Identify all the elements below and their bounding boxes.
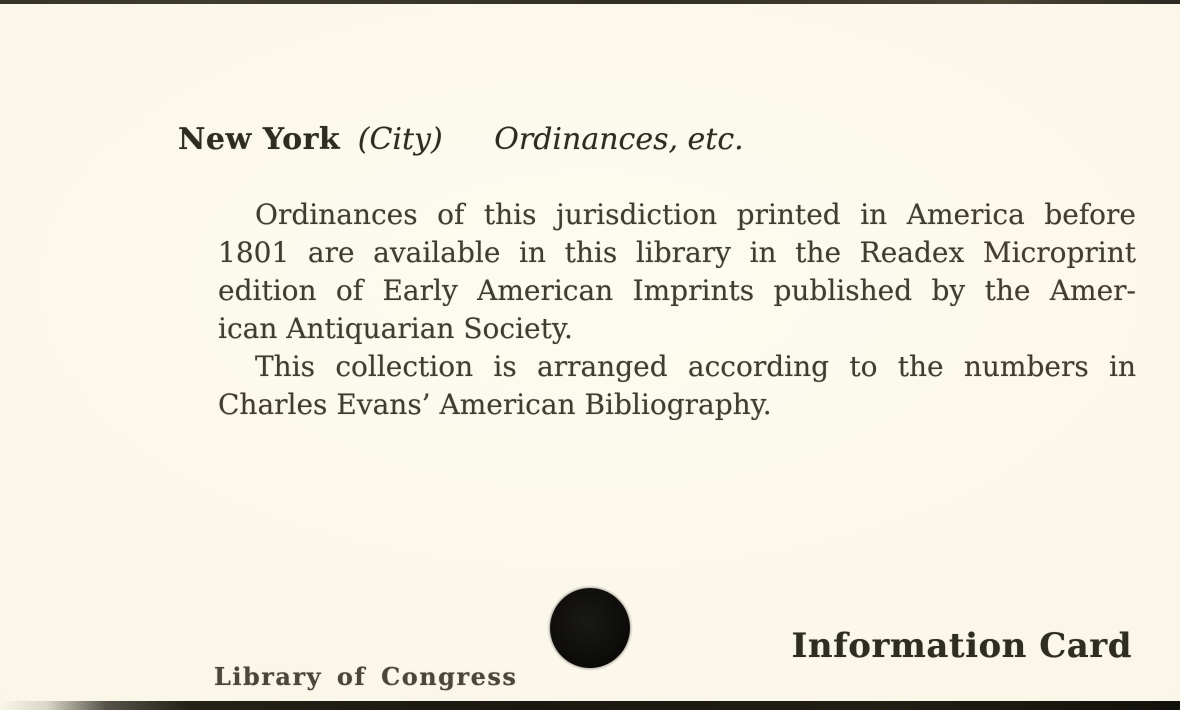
card-top-edge	[0, 0, 1180, 4]
body-line: Charles Evans’ American Bibliography.	[218, 388, 772, 421]
body-line: This collection is arranged according to the numbers in	[255, 350, 1136, 383]
body-line: Ordinances of this jurisdiction printed in America before	[255, 198, 1136, 231]
card-body-text	[218, 196, 1136, 424]
information-card-label: Information Card	[791, 626, 1132, 666]
library-of-congress-label: Library of Congress	[214, 662, 518, 691]
body-line: edition of Early American Imprints published by the Amer-	[218, 274, 1136, 307]
card-bottom-edge	[0, 701, 1180, 710]
heading-main-entry: New York	[178, 122, 341, 157]
punch-hole-dot	[550, 588, 630, 668]
heading-qualifier: (City)	[357, 122, 443, 157]
body-line: 1801 are available in this library in the Readex Microprint	[218, 236, 1136, 269]
card-heading	[178, 122, 744, 157]
body-line: ican Antiquarian Society.	[218, 312, 573, 345]
heading-subtitle: Ordinances, etc.	[494, 122, 744, 157]
